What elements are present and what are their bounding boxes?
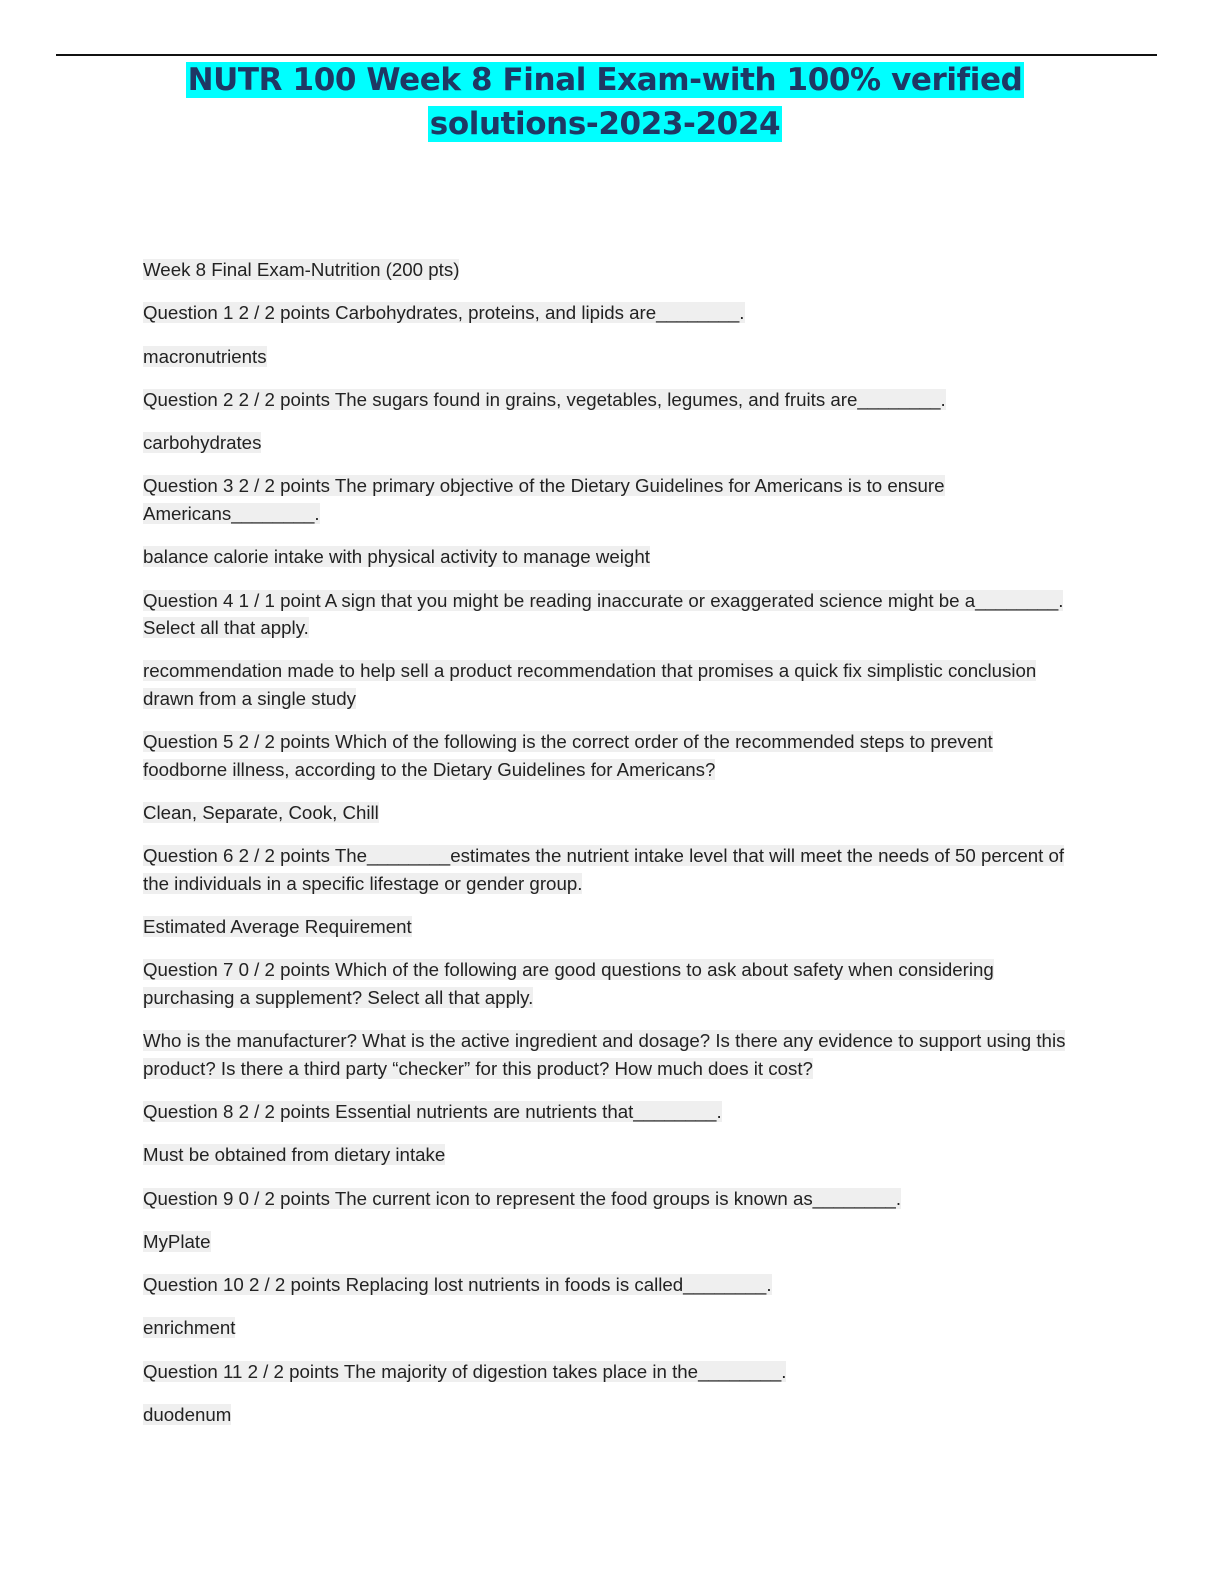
answer-3: balance calorie intake with physical activity to manage weight	[143, 546, 650, 568]
answer-2: carbohydrates	[143, 432, 262, 454]
top-horizontal-rule	[56, 54, 1157, 56]
document-title-text: NUTR 100 Week 8 Final Exam-with 100% verified solutions-2023-2024	[187, 62, 1023, 142]
answer-6: Estimated Average Requirement	[143, 916, 412, 938]
question-7: Question 7 0 / 2 points Which of the following are good questions to ask about safety when considering purchasing a supplement? Select all that apply.	[143, 959, 994, 1008]
document-title-block	[140, 58, 1070, 146]
question-1: Question 1 2 / 2 points Carbohydrates, proteins, and lipids are________.	[143, 302, 745, 324]
answer-10: enrichment	[143, 1317, 236, 1339]
answer-5: Clean, Separate, Cook, Chill	[143, 801, 379, 823]
question-5: Question 5 2 / 2 points Which of the following is the correct order of the recommended steps to prevent foodborne illness, according to the Dietary Guidelines for Americans?	[143, 731, 993, 780]
document-title	[140, 58, 1070, 146]
question-2: Question 2 2 / 2 points The sugars found in grains, vegetables, legumes, and fruits are________.	[143, 388, 946, 410]
answer-8: Must be obtained from dietary intake	[143, 1144, 446, 1166]
answer-7: Who is the manufacturer? What is the active ingredient and dosage? Is there any evidence to support using this product? Is there a third party “checker” for this product? How much does it cost?	[143, 1030, 1066, 1079]
answer-1: macronutrients	[143, 345, 267, 367]
question-11: Question 11 2 / 2 points The majority of digestion takes place in the________.	[143, 1360, 787, 1382]
question-4: Question 4 1 / 1 point A sign that you might be reading inaccurate or exaggerated science might be a________. Select all that apply.	[143, 589, 1064, 639]
exam-intro: Week 8 Final Exam-Nutrition (200 pts)	[143, 259, 460, 280]
answer-9: MyPlate	[143, 1230, 211, 1252]
question-3: Question 3 2 / 2 points The primary objective of the Dietary Guidelines for Americans is to ensure Americans________.	[143, 475, 945, 524]
question-6: Question 6 2 / 2 points The________estimates the nutrient intake level that will meet the needs of 50 percent of the individuals in a specific lifestage or gender group.	[143, 845, 1065, 894]
question-9: Question 9 0 / 2 points The current icon to represent the food groups is known as________.	[143, 1187, 902, 1209]
document-body	[143, 256, 1073, 1444]
answer-4: recommendation made to help sell a product recommendation that promises a quick fix simplistic conclusion drawn from a single study	[143, 660, 1037, 709]
question-8: Question 8 2 / 2 points Essential nutrients are nutrients that________.	[143, 1100, 722, 1122]
question-10: Question 10 2 / 2 points Replacing lost nutrients in foods is called________.	[143, 1274, 772, 1296]
answer-11: duodenum	[143, 1404, 232, 1426]
